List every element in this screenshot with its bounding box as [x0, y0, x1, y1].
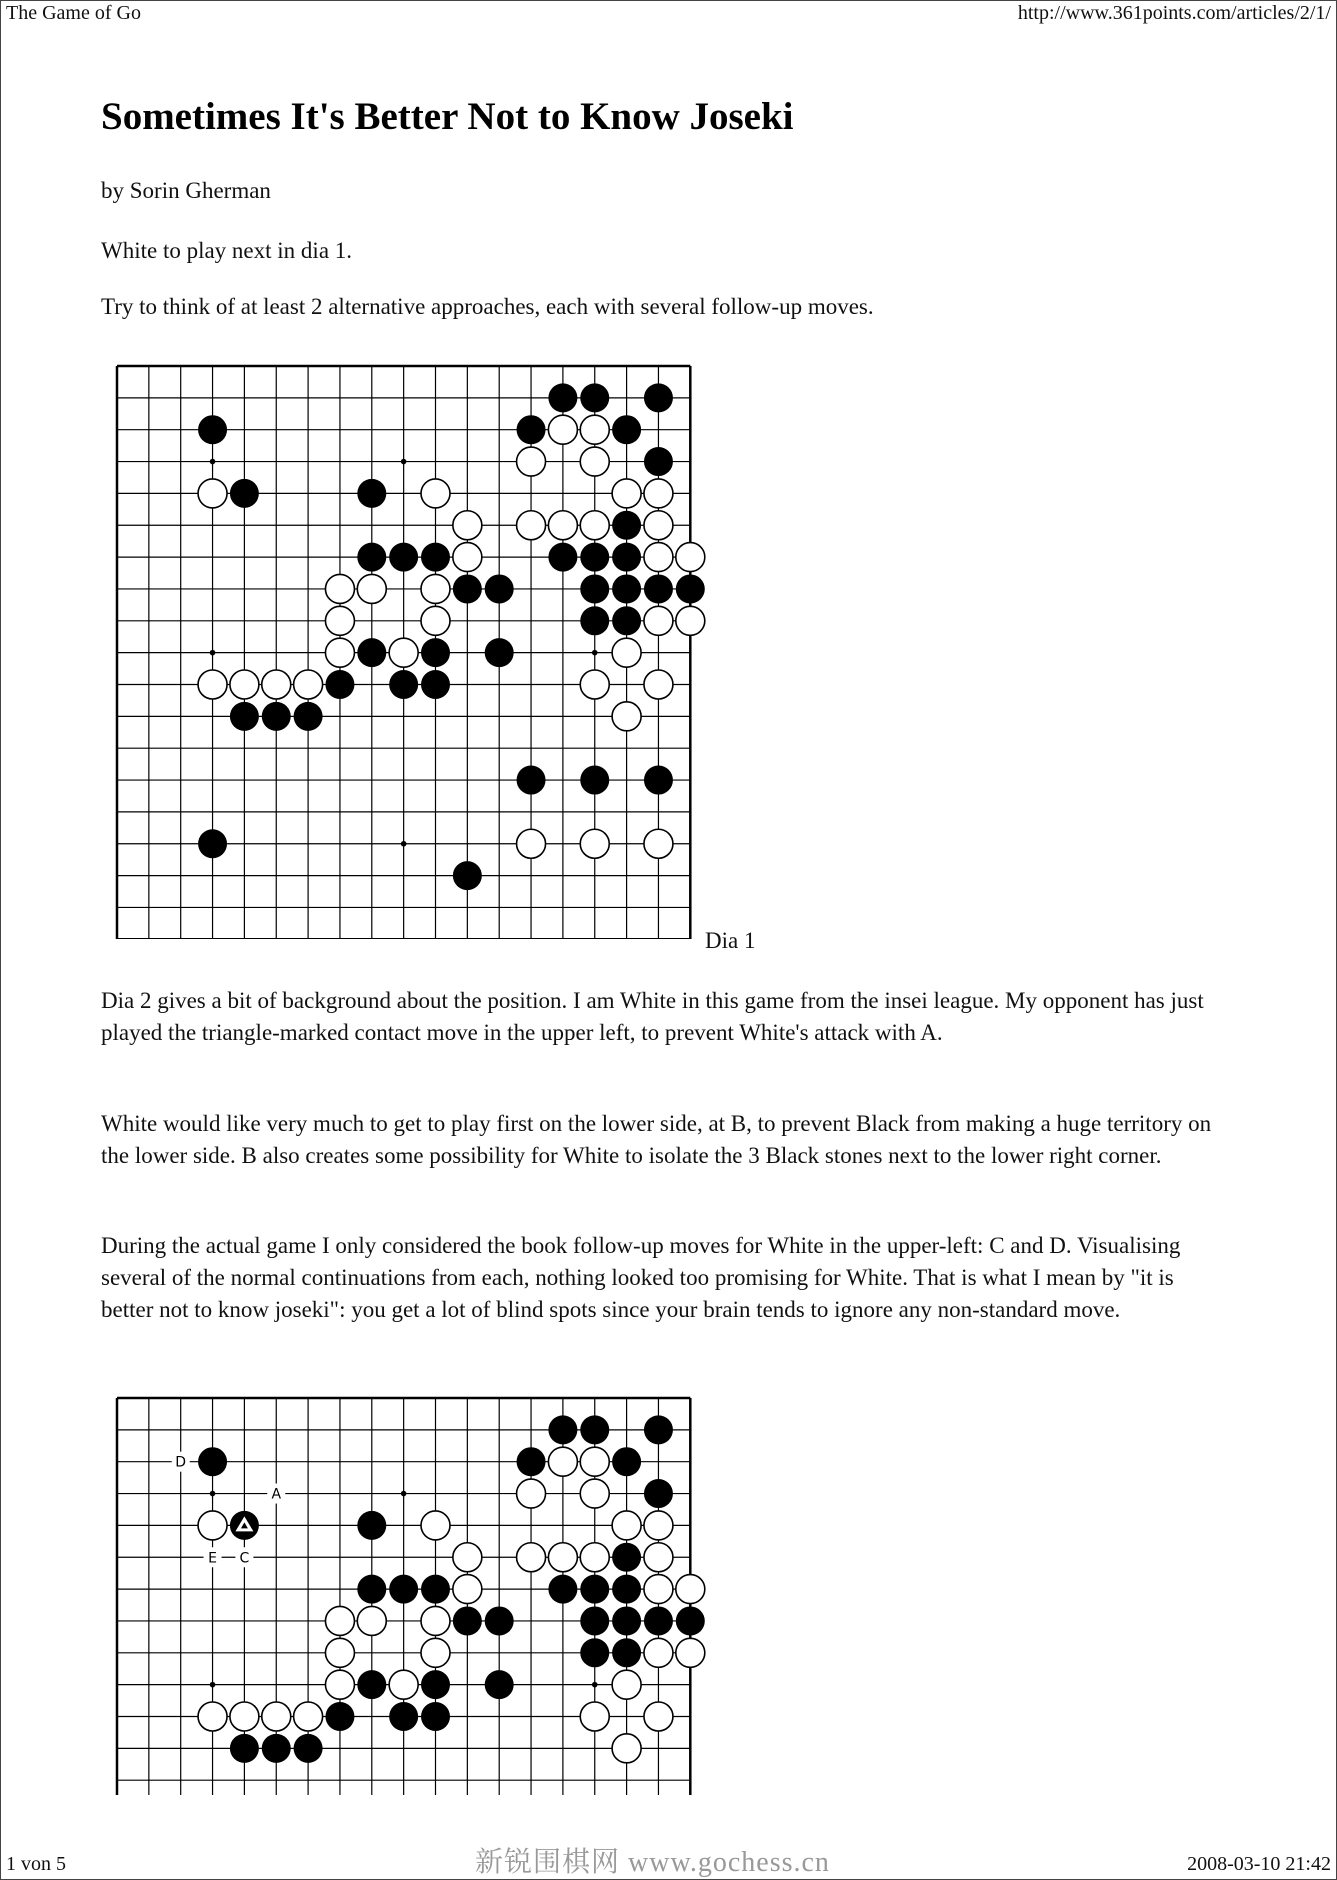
black-stone — [357, 1670, 386, 1699]
black-stone — [580, 1606, 609, 1635]
white-stone — [517, 1479, 546, 1508]
star-point — [210, 459, 216, 465]
white-stone — [612, 702, 641, 731]
star-point — [401, 459, 407, 465]
star-point — [210, 1682, 216, 1688]
white-stone — [580, 447, 609, 476]
white-stone — [198, 670, 227, 699]
white-stone — [517, 447, 546, 476]
black-stone — [453, 1606, 482, 1635]
black-stone — [198, 829, 227, 858]
white-stone — [612, 1734, 641, 1763]
white-stone — [644, 511, 673, 540]
star-point — [210, 1491, 216, 1497]
byline: by Sorin Gherman — [101, 178, 271, 203]
black-stone — [198, 1447, 227, 1476]
white-stone — [580, 415, 609, 444]
white-stone — [676, 1638, 705, 1667]
white-stone — [676, 543, 705, 572]
black-stone — [325, 1702, 354, 1731]
black-stone — [644, 1606, 673, 1635]
black-stone — [644, 574, 673, 603]
white-stone — [676, 1575, 705, 1604]
black-stone — [357, 638, 386, 667]
black-stone — [389, 1575, 418, 1604]
black-stone — [612, 1606, 641, 1635]
white-stone — [421, 479, 450, 508]
white-stone — [580, 1702, 609, 1731]
header-url[interactable]: http://www.361points.com/articles/2/1/ — [1017, 2, 1331, 24]
star-point — [401, 841, 407, 847]
point-label: D — [175, 1454, 187, 1471]
black-stone — [485, 1606, 514, 1635]
black-stone — [230, 479, 259, 508]
white-stone — [580, 1543, 609, 1572]
white-stone — [294, 670, 323, 699]
black-stone — [644, 766, 673, 795]
white-stone — [644, 829, 673, 858]
black-stone — [421, 1575, 450, 1604]
white-stone — [421, 606, 450, 635]
white-stone — [198, 1511, 227, 1540]
black-stone — [421, 638, 450, 667]
paragraph-4: White would like very much to get to play first on the lower side, at B, to prevent Black from making a huge territory on the lower side. B also creates some possibility for White to isolate the 3 Black stones next to the lower right corner. — [101, 1111, 1212, 1168]
black-stone — [389, 670, 418, 699]
white-stone — [612, 638, 641, 667]
black-stone — [262, 702, 291, 731]
white-stone — [453, 511, 482, 540]
white-stone — [580, 1447, 609, 1476]
black-stone — [262, 1734, 291, 1763]
black-stone — [612, 415, 641, 444]
black-stone — [485, 1670, 514, 1699]
white-stone — [230, 670, 259, 699]
white-stone — [357, 574, 386, 603]
black-stone — [612, 1447, 641, 1476]
black-stone — [294, 702, 323, 731]
white-stone — [453, 1543, 482, 1572]
paragraph-1: White to play next in dia 1. — [101, 238, 353, 263]
footer-timestamp: 2008-03-10 21:42 — [1187, 1853, 1331, 1875]
white-stone — [612, 479, 641, 508]
black-stone — [548, 1575, 577, 1604]
white-stone — [421, 1638, 450, 1667]
white-stone — [421, 1511, 450, 1540]
white-stone — [644, 606, 673, 635]
white-stone — [580, 829, 609, 858]
black-stone — [389, 543, 418, 572]
black-stone — [580, 606, 609, 635]
black-stone — [357, 1575, 386, 1604]
white-stone — [325, 1606, 354, 1635]
white-stone — [644, 479, 673, 508]
black-stone — [517, 766, 546, 795]
star-point — [210, 650, 216, 656]
black-stone — [421, 670, 450, 699]
black-stone — [644, 383, 673, 412]
black-stone — [357, 543, 386, 572]
black-stone — [485, 574, 514, 603]
star-point — [592, 650, 598, 656]
black-stone — [421, 543, 450, 572]
black-stone — [357, 479, 386, 508]
black-stone — [517, 415, 546, 444]
white-stone — [421, 1606, 450, 1635]
white-stone — [517, 829, 546, 858]
footer-page-number: 1 von 5 — [6, 1853, 66, 1875]
black-stone — [580, 543, 609, 572]
black-stone — [294, 1734, 323, 1763]
header-title: The Game of Go — [6, 2, 141, 24]
white-stone — [325, 606, 354, 635]
white-stone — [325, 1638, 354, 1667]
white-stone — [644, 543, 673, 572]
black-stone — [612, 1638, 641, 1667]
white-stone — [580, 1479, 609, 1508]
white-stone — [421, 574, 450, 603]
white-stone — [644, 1702, 673, 1731]
black-stone — [548, 543, 577, 572]
white-stone — [262, 670, 291, 699]
black-stone — [676, 574, 705, 603]
white-stone — [548, 1543, 577, 1572]
white-stone — [548, 511, 577, 540]
white-stone — [453, 1575, 482, 1604]
black-stone — [612, 511, 641, 540]
white-stone — [644, 670, 673, 699]
point-label: A — [271, 1486, 282, 1503]
black-stone — [421, 1670, 450, 1699]
white-stone — [517, 1543, 546, 1572]
white-stone — [644, 1575, 673, 1604]
black-stone — [580, 1415, 609, 1444]
article-title: Sometimes It's Better Not to Know Joseki — [101, 95, 794, 138]
black-stone — [453, 861, 482, 890]
white-stone — [580, 670, 609, 699]
white-stone — [389, 1670, 418, 1699]
black-stone — [612, 1543, 641, 1572]
black-stone — [644, 1479, 673, 1508]
black-stone — [612, 1575, 641, 1604]
black-stone — [580, 1575, 609, 1604]
white-stone — [548, 415, 577, 444]
black-stone — [612, 543, 641, 572]
black-stone — [517, 1447, 546, 1476]
white-stone — [198, 1702, 227, 1731]
footer-watermark: 新锐围棋网 www.gochess.cn — [475, 1847, 830, 1878]
black-stone — [612, 574, 641, 603]
black-stone — [548, 1415, 577, 1444]
black-stone — [644, 1415, 673, 1444]
white-stone — [325, 1670, 354, 1699]
point-label: E — [208, 1550, 217, 1567]
star-point — [401, 1491, 407, 1497]
paragraph-5: During the actual game I only considered the book follow-up moves for White in the upper-left: C and D. Visualising several of the normal continuations from each, nothing looked too promising for White. That is what I mean by "it is better not to know joseki": you get a lot of blind spots since your brain tends to ignore any non-standard move. — [101, 1233, 1181, 1322]
white-stone — [453, 543, 482, 572]
black-stone — [325, 670, 354, 699]
black-stone — [612, 606, 641, 635]
white-stone — [389, 638, 418, 667]
go-board-diagram-2 — [114, 1395, 708, 1795]
black-stone — [580, 1638, 609, 1667]
black-stone — [676, 1606, 705, 1635]
paragraph-2: Try to think of at least 2 alternative approaches, each with several follow-up moves. — [101, 294, 874, 319]
white-stone — [517, 511, 546, 540]
black-stone — [580, 574, 609, 603]
black-stone — [485, 638, 514, 667]
white-stone — [612, 1511, 641, 1540]
black-stone — [421, 1702, 450, 1731]
white-stone — [294, 1702, 323, 1731]
star-point — [592, 1682, 598, 1688]
white-stone — [262, 1702, 291, 1731]
black-stone — [580, 383, 609, 412]
black-stone — [548, 383, 577, 412]
dia1-caption: Dia 1 — [705, 928, 756, 953]
black-stone — [389, 1702, 418, 1731]
white-stone — [580, 511, 609, 540]
white-stone — [548, 1447, 577, 1476]
black-stone — [198, 415, 227, 444]
go-board-diagram-1 — [114, 363, 708, 939]
white-stone — [325, 574, 354, 603]
white-stone — [676, 606, 705, 635]
white-stone — [612, 1670, 641, 1699]
white-stone — [644, 1543, 673, 1572]
point-label: C — [239, 1550, 250, 1567]
white-stone — [644, 1511, 673, 1540]
white-stone — [644, 1638, 673, 1667]
white-stone — [325, 638, 354, 667]
black-stone — [357, 1511, 386, 1540]
paragraph-3: Dia 2 gives a bit of background about the position. I am White in this game from the insei league. My opponent has just played the triangle-marked contact move in the upper left, to prevent White's attack with A. — [101, 988, 1204, 1045]
black-stone — [644, 447, 673, 476]
white-stone — [230, 1702, 259, 1731]
black-stone — [580, 766, 609, 795]
black-stone — [453, 574, 482, 603]
black-stone — [230, 1734, 259, 1763]
white-stone — [198, 479, 227, 508]
black-stone — [230, 702, 259, 731]
white-stone — [357, 1606, 386, 1635]
